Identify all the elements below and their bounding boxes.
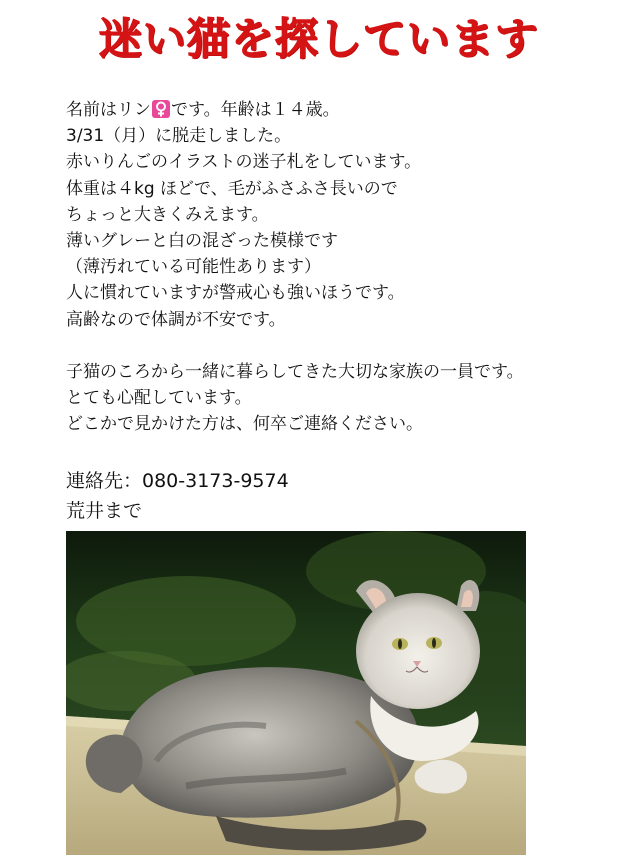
description-line: 子猫のころから一緒に暮らしてきた大切な家族の一員です。	[66, 361, 524, 382]
contact-name: 荒井まで	[66, 500, 143, 522]
description-line: 人に慣れていますが警戒心も強いほうです。	[66, 283, 405, 304]
description-block	[66, 97, 626, 437]
description-line: とても心配しています。	[66, 388, 252, 409]
description-line: （薄汚れている可能性あります）	[66, 257, 321, 278]
description-line: 体重は４kg ほどで、毛がふさふさ長いので	[66, 178, 398, 199]
description-line: 薄いグレーと白の混ざった模様です	[66, 230, 338, 251]
paragraph-gap	[66, 333, 626, 359]
description-line: 赤いりんごのイラストの迷子札をしています。	[66, 152, 422, 173]
description-line: 高齢なので体調が不安です。	[66, 309, 286, 330]
contact-block	[66, 466, 289, 526]
cat-photo	[66, 531, 526, 855]
description-line: どこかで見かけた方は、何卒ご連絡ください。	[66, 414, 423, 435]
description-line: ちょっと大きくみえます。	[66, 204, 269, 225]
description-line: 3/31（月）に脱走しました。	[66, 126, 292, 147]
name-text: 名前はリン	[66, 100, 151, 120]
contact-phone: 連絡先：080-3173-9574	[66, 470, 289, 492]
female-sign-icon	[152, 100, 170, 118]
cat-photo-illustration	[66, 531, 526, 855]
poster-title: 迷い猫を探しています	[99, 15, 539, 65]
name-age-line	[66, 97, 626, 123]
age-text: です。年齢は１４歳。	[171, 100, 340, 120]
